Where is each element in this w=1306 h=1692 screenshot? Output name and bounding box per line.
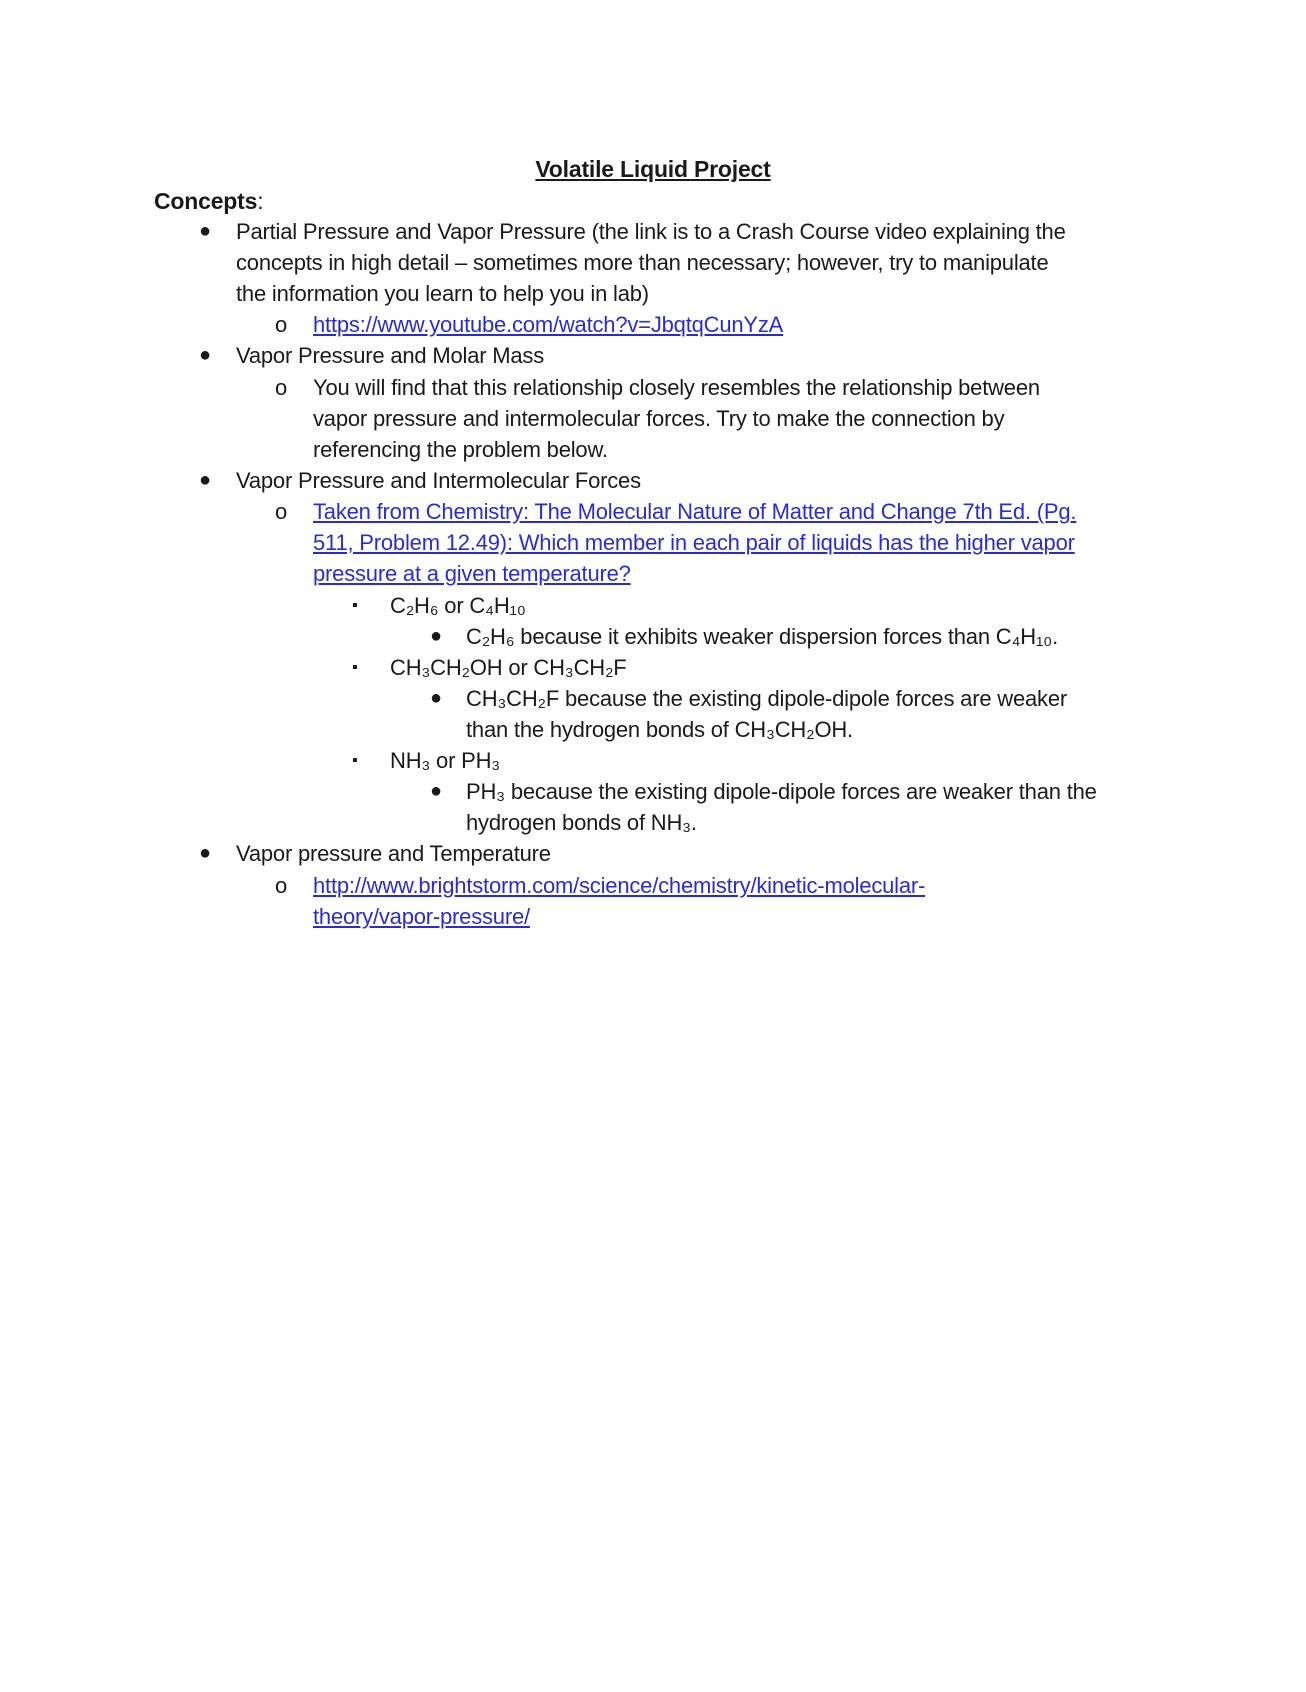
concepts-colon: : — [257, 188, 264, 214]
molar-mass-text-3: referencing the problem below. — [313, 437, 608, 462]
pair-answer-2-line-1: CH₃CH₂F because the existing dipole-dipole forces are weaker — [466, 686, 1068, 711]
bullet-marker: ● — [199, 469, 212, 491]
pair-question-1: C₂H₆ or C₄H₁₀ — [390, 593, 526, 618]
circle-marker: o — [275, 873, 288, 898]
partial-pressure-line-3: the information you learn to help you in lab) — [236, 281, 649, 306]
pair-answer-3-line-1: PH₃ because the existing dipole-dipole forces are weaker than the — [466, 779, 1097, 804]
bullet-marker: ● — [199, 344, 212, 366]
imf-heading: Vapor Pressure and Intermolecular Forces — [236, 468, 641, 493]
circle-marker: o — [275, 499, 288, 524]
bullet-marker: ● — [199, 220, 212, 242]
molar-mass-text-2: vapor pressure and intermolecular forces. Try to make the connection by — [313, 406, 1005, 431]
document-title: Volatile Liquid Project — [535, 156, 771, 182]
textbook-problem-link-3[interactable]: pressure at a given temperature? — [313, 561, 631, 586]
square-marker: ▪ — [352, 659, 358, 676]
molar-mass-text-1: You will find that this relationship closely resembles the relationship between — [313, 375, 1040, 400]
circle-marker: o — [275, 312, 288, 337]
bullet-marker: ● — [430, 780, 443, 802]
brightstorm-link-2[interactable]: theory/vapor-pressure/ — [313, 904, 530, 929]
molar-mass-heading: Vapor Pressure and Molar Mass — [236, 343, 545, 368]
square-marker: ▪ — [352, 597, 358, 614]
youtube-link[interactable]: https://www.youtube.com/watch?v=JbqtqCunYzA — [313, 312, 784, 337]
square-marker: ▪ — [352, 752, 358, 769]
pair-answer-3-line-2: hydrogen bonds of NH₃. — [466, 810, 697, 835]
concepts-label: Concepts — [154, 188, 258, 214]
pair-question-2: CH₃CH₂OH or CH₃CH₂F — [390, 655, 627, 680]
bullet-marker: ● — [430, 687, 443, 709]
pair-question-3: NH₃ or PH₃ — [390, 748, 501, 773]
pair-answer-2-line-2: than the hydrogen bonds of CH₃CH₂OH. — [466, 717, 853, 742]
circle-marker: o — [275, 375, 288, 400]
textbook-problem-link-1[interactable]: Taken from Chemistry: The Molecular Nature of Matter and Change 7th Ed. (Pg. — [313, 499, 1077, 524]
pair-answer-1: C₂H₆ because it exhibits weaker dispersion forces than C₄H₁₀. — [466, 624, 1059, 649]
temperature-heading: Vapor pressure and Temperature — [236, 841, 551, 866]
textbook-problem-link-2[interactable]: 511, Problem 12.49): Which member in each pair of liquids has the higher vapor — [313, 530, 1075, 555]
concepts-heading — [154, 188, 263, 215]
bullet-marker: ● — [430, 625, 443, 647]
brightstorm-link-1[interactable]: http://www.brightstorm.com/science/chemistry/kinetic-molecular- — [313, 873, 926, 898]
bullet-marker: ● — [199, 842, 212, 864]
partial-pressure-line-1: Partial Pressure and Vapor Pressure (the link is to a Crash Course video explaining the — [236, 219, 1066, 244]
partial-pressure-line-2: concepts in high detail – sometimes more than necessary; however, try to manipulate — [236, 250, 1049, 275]
